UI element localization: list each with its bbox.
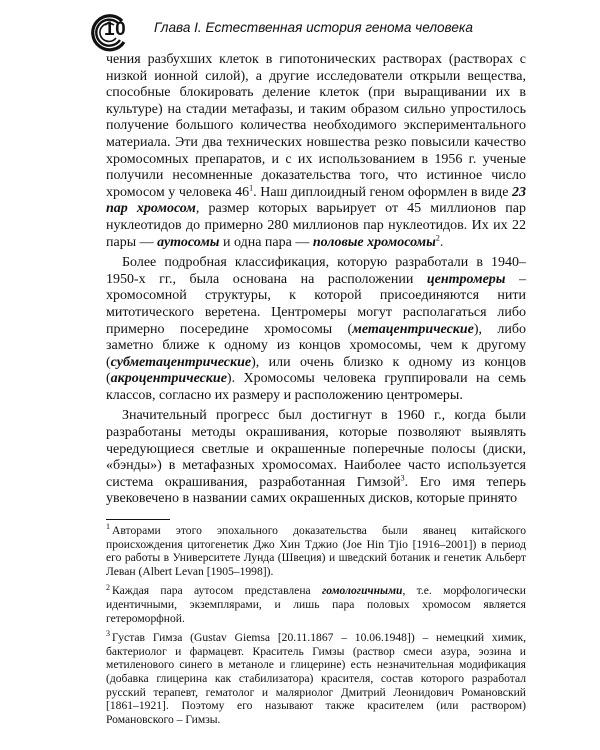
main-text: [106, 52, 526, 508]
footnotes: [106, 524, 526, 726]
footnote-number: 1: [106, 522, 110, 532]
footnote-ref[interactable]: 3: [400, 473, 405, 483]
text-run: Значительный прогресс был достигнут в 1960 г., когда были разработаны методы окрашивания, которые позволяют выявлять чередующиеся светлые и окрашенные поперечные полосы (диски, «бэнды») в метафазных хромосомах. Наиболее часто используется система окрашивания, разработанная Гимзой: [106, 408, 526, 490]
text-run: .: [439, 234, 444, 250]
footnote-1: [106, 524, 526, 578]
term-submetacentric: субметацентрические: [110, 354, 252, 370]
term-sex-chromosomes: половые хромосомы: [312, 234, 436, 250]
paragraph-1: [106, 52, 526, 251]
paragraph-2: [106, 255, 526, 404]
page-header: [88, 12, 568, 52]
term-centromere: центромеры: [426, 271, 506, 287]
term-metacentric: метацентрические: [352, 321, 474, 337]
text-run: , размер которых варьирует от 45 миллионов пар нуклеотидов до примерно 280 миллионов пар нуклеотидов. Их их 22 пары —: [106, 201, 526, 250]
footnote-text: Авторами этого эпохального доказательства были яванец китайского происхождения цитогенетик Джо Хин Тджио (Joe Hin Tjio [1916–2001]) в период его работы в Университете Лунда (Швеция) и шведский ботаник и генетик Альберт Леван (Albert Levan [1905–1998]).: [106, 524, 526, 578]
text-run: и одна пара —: [219, 234, 313, 250]
text-run: ), либо заметно ближе к одному из концов хромосомы, чем к другому (: [106, 321, 527, 370]
footnote-ref[interactable]: 1: [249, 183, 254, 193]
text-run: ). Хромосомы человека группировали на семь классов, согласно их размеру и расположению центромеры.: [106, 371, 526, 403]
footnote-text: Густав Гимза (Gustav Giemsa [20.11.1867 – 10.06.1948]) – немецкий химик, бактериолог и фармацевт. Краситель Гимзы (раствор смеси азура, эозина и метиленового синего в метаноле и глицерине) есть незначительная модификация (добавка глицерина как стабилизатора) красителя, состав которого разработал русский терапевт, гематолог и маляриолог Дмитрий Леонидович Романовский [1861–1921]. Поэтому его называют также красителем (или раствором) Романовского – Гимзы.: [106, 631, 526, 726]
text-run: . Его имя теперь увековечено в названии самих окрашенных дисков, которые принято: [106, 474, 526, 507]
footnote-2: [106, 584, 526, 625]
footnote-text: , т.е. морфологически идентичными, экземплярами, и лишь пара половых хромосом является гетероморфной.: [106, 584, 526, 625]
footnote-text: Каждая пара аутосом представлена: [112, 584, 322, 598]
text-run: ), или очень близко к одному из концов (: [106, 354, 526, 387]
term-homologous: гомологичными: [321, 584, 403, 598]
running-head: Глава I. Естественная история генома человека: [154, 20, 473, 35]
text-run: Более подробная классификация, которую разработали в 1940–1950-х гг., была основана на расположении: [106, 255, 526, 287]
footnote-divider: [106, 519, 170, 520]
term-autosomes: аутосомы: [157, 234, 220, 250]
term-acrocentric: акроцентрические: [110, 371, 227, 387]
page-number: 10: [104, 19, 127, 40]
text-run: – хромосомной структуры, к которой присоединяются нити митотического веретена. Центромеры могут располагаться либо примерно посередине хромосомы (: [106, 271, 526, 337]
paragraph-3: [106, 408, 526, 508]
footnote-3: [106, 631, 526, 726]
text-run: чения разбухших клеток в гипотонических растворах (растворах с низкой ионной силой), а другие исследователи открыли вещества, способные блокировать деление клеток (при выращивании их в культуре) на стадии метафазы, и таким образом сильно упростилось получение большого количества необходимого экспериментального материала. Эти два технических новшества резко повысили качество хромосомных препаратов, и с их использованием в 1956 г. ученые получили несомненные доказательства того, что истинное число хромосом у человека 46: [106, 52, 526, 200]
text-run: . Наш диплоидный геном оформлен в виде: [253, 184, 512, 200]
footnote-number: 3: [106, 629, 110, 639]
term-23-pairs: 23 пар хромосом: [106, 184, 526, 217]
footnote-number: 2: [106, 582, 110, 592]
footnote-ref[interactable]: 2: [435, 232, 440, 242]
